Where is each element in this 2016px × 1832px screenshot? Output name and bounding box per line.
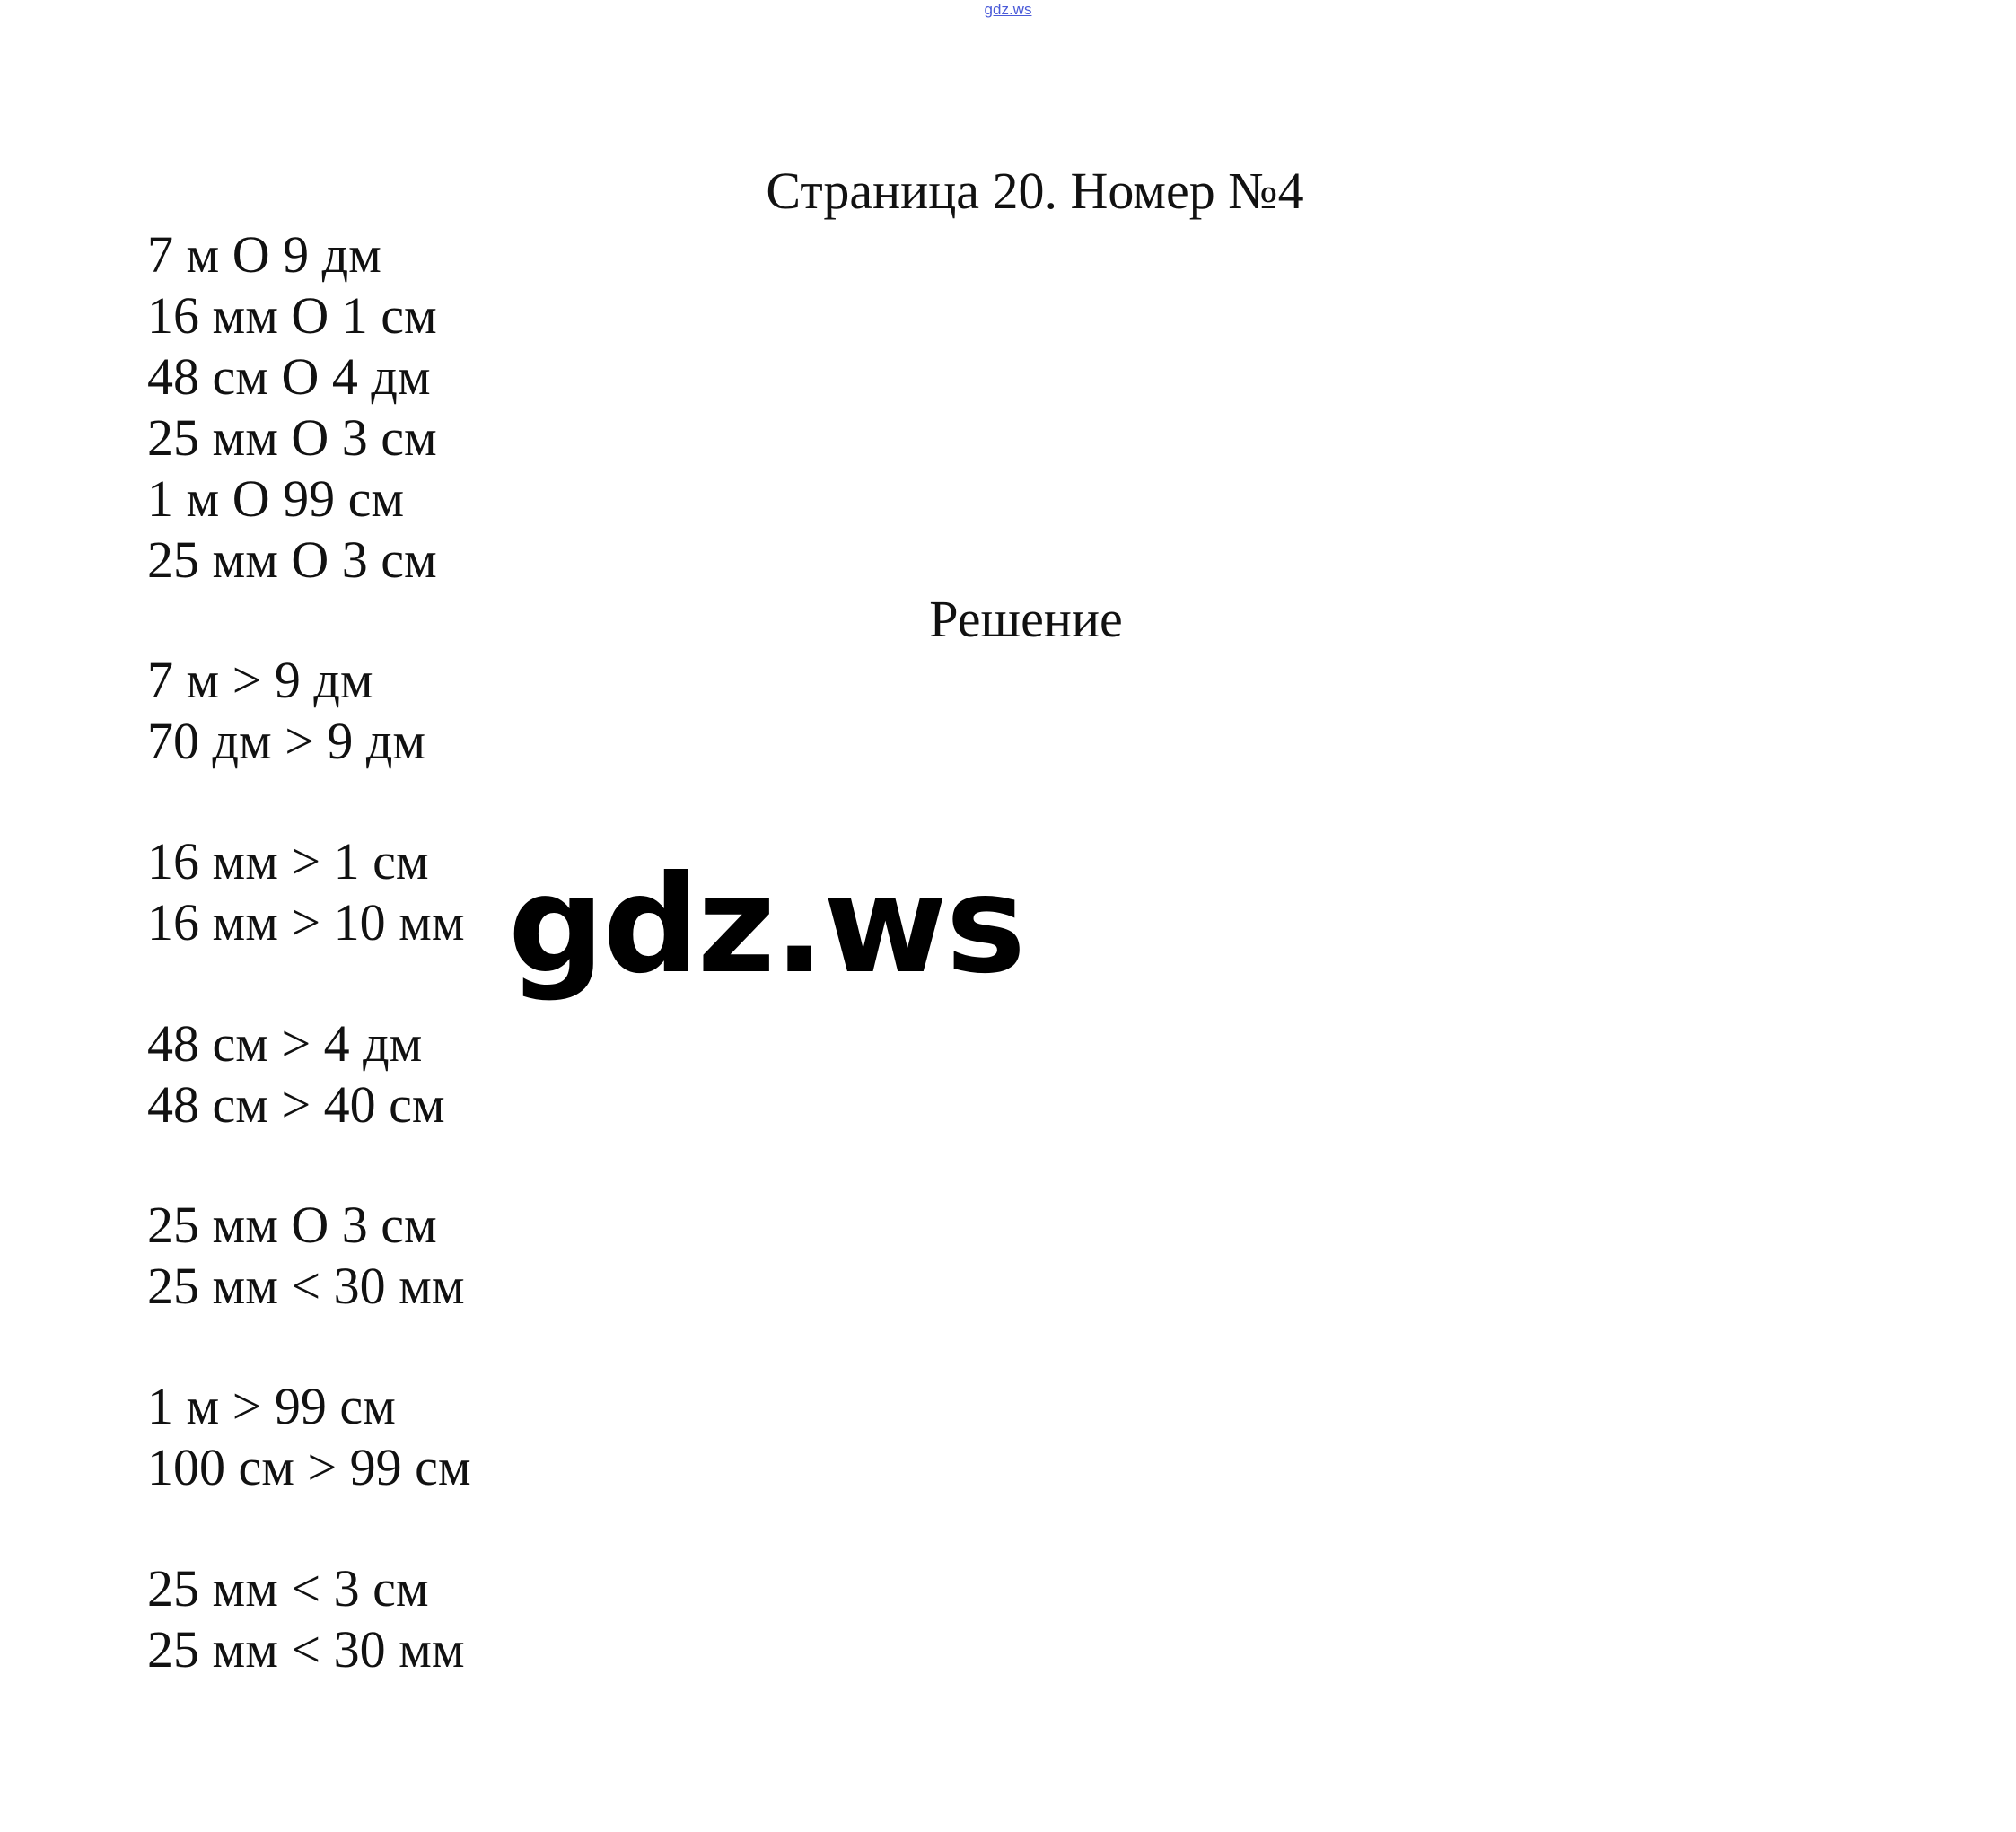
solution-heading: Решение [929, 590, 1123, 648]
solution-group [147, 650, 425, 772]
solution-line: 7 м > 9 дм [147, 651, 373, 709]
solution-group [147, 1195, 465, 1317]
solution-line: 48 см > 4 дм [147, 1014, 423, 1073]
page-title: Страница 20. Номер №4 [766, 162, 1304, 220]
solution-line: 16 мм > 10 мм [147, 893, 465, 951]
solution-line: 25 мм О 3 см [147, 1196, 437, 1254]
task-line: 48 см О 4 дм [147, 347, 431, 406]
task-line: 1 м О 99 см [147, 469, 405, 528]
site-link[interactable]: gdz.ws [984, 1, 1032, 18]
solution-line: 25 мм < 3 см [147, 1559, 429, 1617]
solution-line: 48 см > 40 см [147, 1075, 445, 1134]
task-list [147, 224, 437, 591]
solution-line: 25 мм < 30 мм [147, 1257, 465, 1315]
solution-group [147, 1013, 445, 1135]
task-line: 7 м О 9 дм [147, 225, 381, 284]
solution-line: 1 м > 99 см [147, 1377, 396, 1435]
task-line: 25 мм О 3 см [147, 530, 437, 589]
solution-line: 25 мм < 30 мм [147, 1620, 465, 1679]
task-line: 25 мм О 3 см [147, 408, 437, 467]
solution-group [147, 1376, 471, 1498]
solution-line: 16 мм > 1 см [147, 832, 429, 890]
task-line: 16 мм О 1 см [147, 286, 437, 345]
solution-line: 70 дм > 9 дм [147, 712, 426, 770]
solution-group [147, 1558, 465, 1680]
solution-group [147, 831, 465, 953]
watermark-logo: gdz.ws [508, 847, 1024, 1004]
solution-line: 100 см > 99 см [147, 1438, 471, 1496]
